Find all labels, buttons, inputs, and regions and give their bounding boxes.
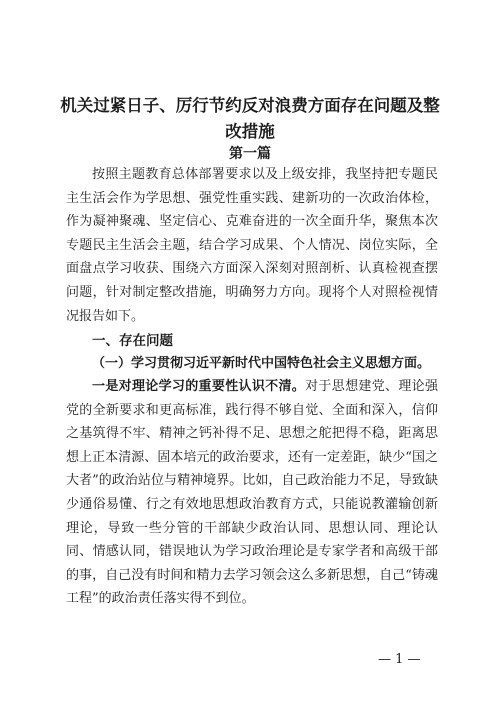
intro-paragraph: 按照主题教育总体部署要求以及上级安排，我坚持把专题民主生活会作为学思想、强党性重实践、建新功的一次政治体检，作为凝神聚魂、坚定信心、克难奋进的一次全面升华，聚焦本次专题民主生活会主题，结合学习成果、个人情况、岗位实际，全面盘点学习收获、围绕六方面深入深刻对照剖析、认真检视查摆问题，针对制定整改措施，明确努力方向。现将个人对照检视情况报告如下。 [66, 167, 438, 324]
subsection-heading: （一）学习贯彻习近平新时代中国特色社会主义思想方面。 [92, 356, 431, 371]
paragraph-body-text: 对于思想建党、理论强党的全新要求和更高标准，践行得不够自觉、全面和深入，信仰之基筑得不牢、精神之钙补得不足、思想之舵把得不稳，距离思想上正本清源、固本培元的政治要求，还有一定差距，缺少“国之大者”的政治站位与精神境界。比如，自己政治能力不足，导致缺少通俗易懂、行之有效地思想政治教育方式，只能说教灌输创新理论，导致一些分管的干部缺少政治认同、思想认同、理论认同、情感认同，错误地认为学习政治理论是专家学者和高级干部的事，自己没有时间和精力去学习领会这么多新思想，自己“铸魂工程”的政治责任落实得不到位。 [66, 379, 438, 607]
document-subtitle: 第一篇 [229, 146, 271, 162]
paragraph-lead-text: 一是对理论学习的重要性认识不清。 [92, 379, 306, 394]
document-title: 机关过紧日子、厉行节约反对浪费方面存在问题及整改措施 [60, 96, 440, 141]
section-heading: 一、存在问题 [92, 333, 173, 349]
page-number: — 1 — [378, 652, 421, 667]
problem-paragraph [66, 375, 438, 611]
